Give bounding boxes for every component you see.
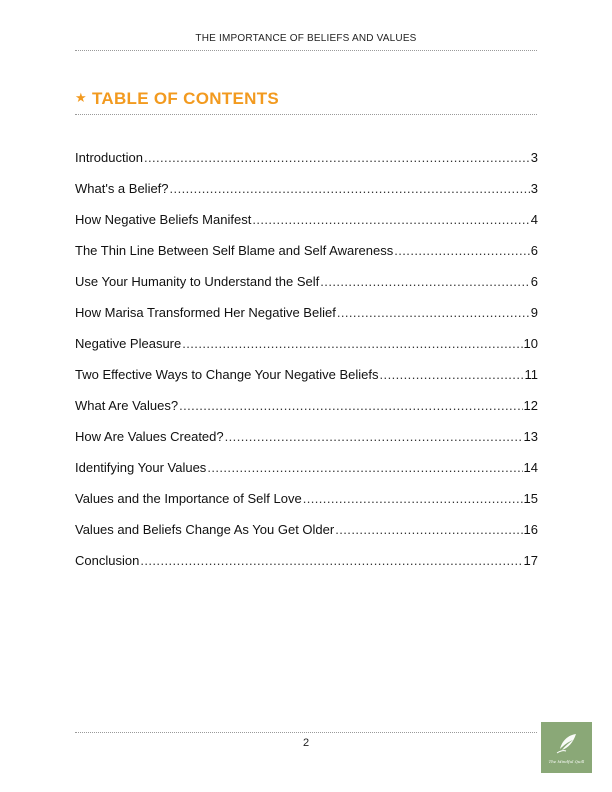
- toc-entry-title: Values and the Importance of Self Love: [75, 491, 302, 506]
- dot-leader: [252, 210, 529, 230]
- toc-entry-negative-beliefs-manifest[interactable]: [75, 210, 538, 241]
- toc-entry-change-as-older[interactable]: [75, 520, 538, 551]
- toc-entry-title: The Thin Line Between Self Blame and Self Awareness: [75, 243, 394, 258]
- dot-leader: [337, 303, 530, 323]
- toc-entry-title: How Negative Beliefs Manifest: [75, 212, 252, 227]
- toc-entry-page: 6: [530, 274, 538, 289]
- toc-entry-page: 16: [523, 522, 538, 537]
- dot-leader: [170, 179, 530, 199]
- dot-leader: [144, 148, 530, 168]
- dot-leader: [140, 551, 522, 571]
- toc-entry-page: 11: [524, 367, 538, 382]
- footer-divider: [75, 732, 537, 733]
- toc-entry-introduction[interactable]: [75, 148, 538, 179]
- toc-entry-two-effective-ways[interactable]: [75, 365, 538, 396]
- toc-entry-page: 6: [530, 243, 538, 258]
- toc-heading-text: TABLE OF CONTENTS: [91, 89, 280, 108]
- toc-entry-page: 14: [523, 460, 538, 475]
- dot-leader: [380, 365, 524, 385]
- toc-entry-title: How Are Values Created?: [75, 429, 224, 444]
- quill-icon: [554, 732, 580, 756]
- toc-entry-page: 15: [523, 491, 538, 506]
- dot-leader: [179, 396, 522, 416]
- toc-entry-title: How Marisa Transformed Her Negative Belief: [75, 305, 336, 320]
- toc-entry-identifying-values[interactable]: [75, 458, 538, 489]
- toc-entry-values-created[interactable]: [75, 427, 538, 458]
- dot-leader: [320, 272, 530, 292]
- toc-entry-title: Values and Beliefs Change As You Get Older: [75, 522, 335, 537]
- toc-entry-title: What Are Values?: [75, 398, 179, 413]
- toc-entry-conclusion[interactable]: [75, 551, 538, 582]
- toc-entry-title: Identifying Your Values: [75, 460, 207, 475]
- toc-entry-title: Negative Pleasure: [75, 336, 182, 351]
- toc-entry-page: 4: [530, 212, 538, 227]
- toc-entry-marisa[interactable]: [75, 303, 538, 334]
- heading-divider: [75, 114, 537, 115]
- toc-entry-page: 17: [523, 553, 538, 568]
- toc-entry-whats-a-belief[interactable]: [75, 179, 538, 210]
- toc-list: [75, 148, 538, 582]
- dot-leader: [207, 458, 522, 478]
- star-icon: ★: [75, 90, 87, 105]
- toc-entry-thin-line[interactable]: [75, 241, 538, 272]
- toc-entry-page: 3: [530, 150, 538, 165]
- running-header: THE IMPORTANCE OF BELIEFS AND VALUES: [195, 33, 417, 44]
- toc-entry-what-are-values[interactable]: [75, 396, 538, 427]
- dot-leader: [225, 427, 523, 447]
- toc-entry-page: 10: [523, 336, 538, 351]
- header-divider: [75, 50, 537, 51]
- toc-heading: [75, 89, 279, 109]
- dot-leader: [394, 241, 530, 261]
- toc-entry-title: Conclusion: [75, 553, 140, 568]
- toc-entry-page: 3: [530, 181, 538, 196]
- dot-leader: [335, 520, 522, 540]
- toc-entry-self-love[interactable]: [75, 489, 538, 520]
- toc-entry-page: 12: [523, 398, 538, 413]
- toc-entry-use-your-humanity[interactable]: [75, 272, 538, 303]
- toc-entry-title: What's a Belief?: [75, 181, 169, 196]
- toc-entry-title: Introduction: [75, 150, 143, 165]
- publisher-logo: [541, 722, 592, 773]
- toc-entry-negative-pleasure[interactable]: [75, 334, 538, 365]
- page-number: 2: [302, 737, 310, 749]
- toc-entry-page: 13: [523, 429, 538, 444]
- toc-entry-title: Two Effective Ways to Change Your Negative Beliefs: [75, 367, 379, 382]
- dot-leader: [182, 334, 522, 354]
- logo-text: The Mindful Quill: [548, 758, 585, 764]
- dot-leader: [303, 489, 523, 509]
- toc-entry-title: Use Your Humanity to Understand the Self: [75, 274, 320, 289]
- toc-entry-page: 9: [530, 305, 538, 320]
